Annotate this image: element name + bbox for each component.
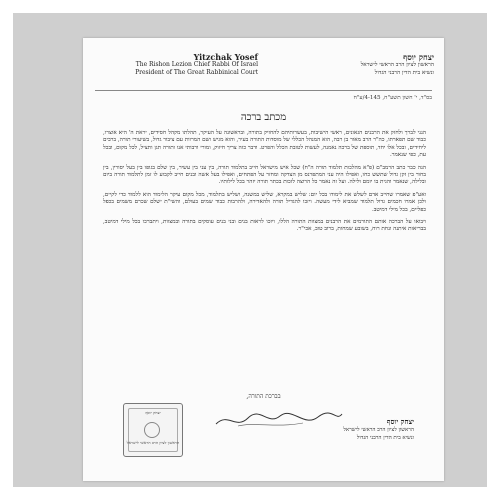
official-seal-stamp bbox=[123, 403, 183, 457]
letter-date: בס"ד, י' חשון תשע"ח, 4-145/ע"ח bbox=[353, 95, 432, 101]
english-name: Yitzchak Yosef bbox=[193, 52, 258, 62]
english-letterhead bbox=[128, 53, 258, 77]
signature-title-line-2: ונשיא בית הדין הרבני הגדול bbox=[356, 435, 414, 441]
letter-body bbox=[103, 130, 426, 239]
hebrew-letterhead bbox=[284, 53, 434, 77]
signature-title-line-1: הראשון לציון הרב הראשי לישראל bbox=[343, 427, 414, 433]
letter-page bbox=[83, 38, 444, 481]
letter-frame bbox=[13, 13, 487, 487]
header-divider bbox=[95, 90, 432, 91]
hebrew-title-line-1: הראשון לציון הרב הראשי לישראל bbox=[360, 62, 434, 68]
signature-block bbox=[264, 418, 414, 442]
closing-line: בברכת התורה, bbox=[246, 393, 281, 400]
hebrew-name: יצחק יוסף bbox=[403, 52, 434, 62]
seal-top-text: יצחק יוסף bbox=[145, 410, 161, 415]
hebrew-title-line-2: ונשיא בית הדין הרבני הגדול bbox=[374, 70, 434, 76]
paragraph: הנה כבר כתב הרמב"ם (פ"א מהלכות תלמוד תורה ה"ח) שכל איש מישראל חייב בתלמוד תורה, בין עני בין עשיר, בין שלם בגופו בין בעל יסורין, בין בחור בין זקן גדול שתשש כחו, ואפילו היה עני המתפרנס מן הצדקה ומחזר על הפתחים, ואפילו בעל אשה ובנים חייב לקבוע לו זמן לתלמוד תורה ביום ובלילה, שנאמר והגית בו יומם ולילה. ועל זה נאמר כל הרוצה לזכות בכתר תורה יזהר בכל לילותיו. bbox=[103, 164, 426, 186]
english-title-line-1: The Rishon Lezion Chief Rabbi Of Israel bbox=[135, 61, 258, 68]
seal-emblem-icon bbox=[144, 422, 160, 438]
paragraph: הנני לברך ולחזק את הרבנים הגאונים, ראשי הישיבות, בעשרותיהם להחזיק בתורה, ובראשונה על העיקר, תהלתו מקהל חסידים, יראת ה' היא אוצרו, כבוד שם תפארתו, כה"ר הרב מאור בן רבה, הוא המנהל הכללי של מוסדות התורה בעיר, והוא מגיש ושם המרוות עם ציבור גדול, בשיעורי תורה, ברבים ליחידים, ובכל אלו יחד, תוספת של ברכה נאמנה, לעשות לטובת הכלל והפרט. ודבר כזה צריך חיזוק, ומורי ורבותי אנו ותורה תגן ותציל, לכל מקום, ובכל עת, כפי שנאמר. bbox=[103, 130, 426, 159]
paragraph: ואע"פ שאמרו שחייב אדם לשלש את לימודו בכל יום: שליש במקרא, שליש במשנה, ושליש בתלמוד, מכל מקום עיקר הלימוד הוא ללמוד כדי לקיים, ולכן אמרו חכמים גדול תלמוד שמביא לידי מעשה. ויזכו להגדיל תורה ולהאדירה, ולהרבות כבוד שמים בעולם, והשי"ת ישלם שכרם משמים בכפל כפליים, בכל מילי דמיטב. bbox=[103, 191, 426, 213]
letter-title: מכתב ברכה bbox=[240, 112, 287, 123]
signature-name: יצחק יוסף bbox=[386, 417, 414, 426]
seal-bottom-text: הראשון לציון הרב הראשי לישראל bbox=[126, 440, 180, 445]
english-title-line-2: President of The Great Rabbinical Court bbox=[135, 69, 258, 76]
paragraph: ויבואו על הברכה אותם התורמים את הרבנים במצוות התורה הללו, ויזכו לראות בנים ובני בנים עוסקים בתורה ובמצוות, ויתברכו בכל מילי דמיטב, בבריאות איתנה ונחת רוח, בשובע שמחות, ברוב טוב, אכי"ר. bbox=[103, 219, 426, 233]
